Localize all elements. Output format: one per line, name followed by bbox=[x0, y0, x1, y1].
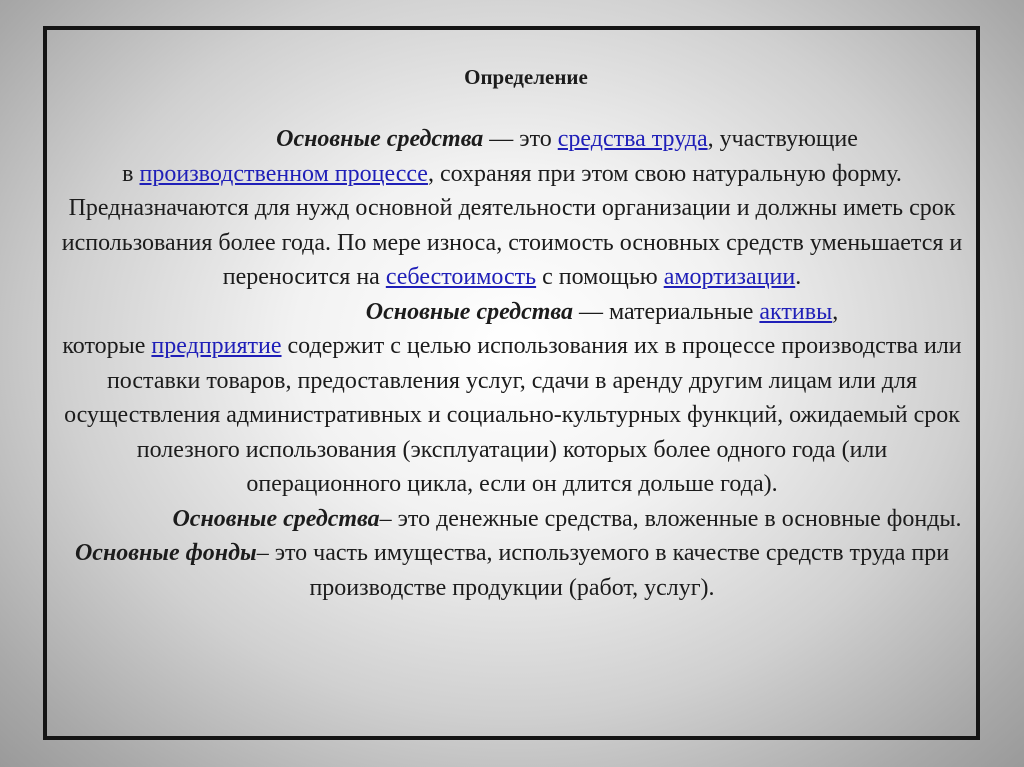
text: – это денежные средства, вложенные в основные фонды. bbox=[379, 505, 962, 532]
link-depreciation[interactable]: амортизации bbox=[663, 264, 796, 290]
text: в bbox=[122, 160, 140, 187]
indent bbox=[186, 299, 366, 325]
definition-paragraph-2 bbox=[58, 295, 966, 502]
text: , bbox=[832, 298, 839, 325]
text: — материальные bbox=[572, 298, 760, 325]
text: , сохраняя при этом свою натуральную форму. Предназначаются для нужд основной деятельности организации и должны иметь срок использования более года. По мере износа, стоимость основных средств уменьшается и переносится на bbox=[61, 160, 963, 290]
link-assets[interactable]: активы bbox=[759, 298, 833, 325]
text: содержит с целью использования их в процессе производства или поставки товаров, предоставления услуг, сдачи в аренду другим лицам или для осуществления административных и социально-культурных функций, ожидаемый срок полезного использования (эксплуатации) которых более одного года (или операционного цикла, если он длится дольше года). bbox=[64, 333, 962, 497]
text: — это bbox=[483, 126, 558, 152]
link-production-process[interactable]: производственном процессе bbox=[139, 160, 428, 187]
indent bbox=[166, 126, 276, 152]
link-enterprise[interactable]: предприятие bbox=[151, 333, 282, 359]
text: с помощью bbox=[536, 264, 664, 290]
term-fixed-assets: Основные средства bbox=[365, 298, 573, 325]
text: которые bbox=[62, 333, 152, 359]
term-fixed-assets: Основные средства bbox=[276, 126, 484, 152]
term-fixed-funds: Основные фонды bbox=[74, 540, 257, 566]
text: – это часть имущества, используемого в качестве средств труда при производстве продукции (работ, услуг). bbox=[256, 540, 950, 601]
term-fixed-assets: Основные средства bbox=[172, 505, 380, 532]
definition-paragraph-3 bbox=[58, 502, 966, 606]
slide-title: Определение bbox=[464, 65, 588, 89]
text: , участвующие bbox=[707, 126, 858, 152]
link-cost-price[interactable]: себестоимость bbox=[385, 264, 537, 290]
definition-paragraph-1 bbox=[58, 122, 966, 295]
link-means-of-labor[interactable]: средства труда bbox=[557, 126, 708, 152]
indent bbox=[62, 506, 172, 532]
text: . bbox=[795, 264, 802, 290]
slide-content bbox=[58, 52, 966, 605]
